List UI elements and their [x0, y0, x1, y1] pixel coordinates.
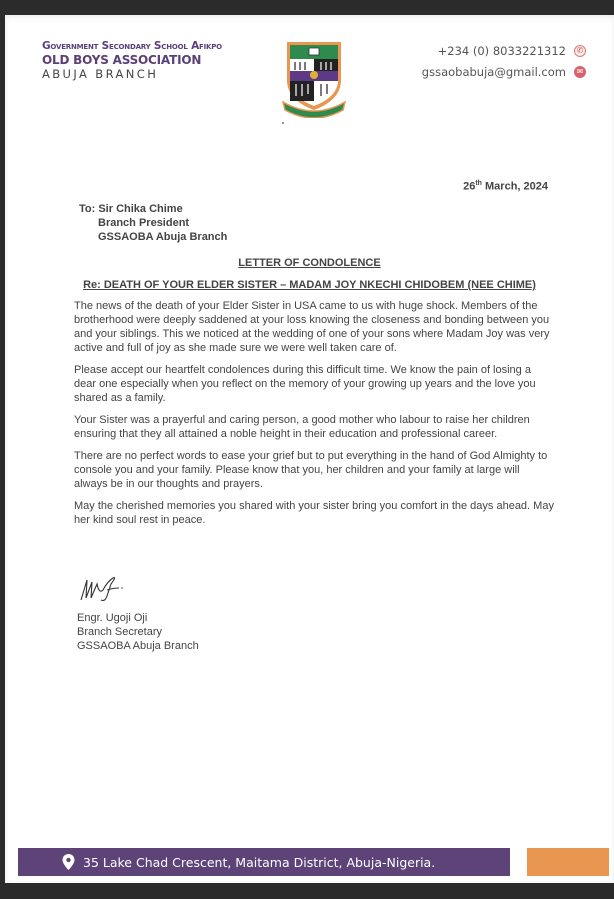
recipient-title: Branch President — [98, 217, 190, 229]
contact-info — [422, 40, 586, 82]
footer-accent-block — [527, 848, 609, 876]
letter-date — [463, 180, 548, 193]
stray-dot — [282, 122, 284, 124]
email-address: gssaobabuja@gmail.com — [421, 64, 566, 79]
recipient-block — [79, 202, 227, 244]
phone-row — [422, 40, 586, 61]
email-icon: ✉ — [574, 66, 586, 78]
footer-address: 35 Lake Chad Crescent, Maitama District, Abuja-Nigeria. — [83, 854, 436, 870]
phone-icon: ✆ — [574, 45, 586, 57]
letter-title: LETTER OF CONDOLENCE — [238, 257, 381, 269]
paragraph: The news of the death of your Elder Sister in USA came to us with huge shock. Members of the brotherhood were deeply saddened at your loss knowing the closeness and bonding between you and your siblings. This we noticed at the wedding of one of your sons where Madam Joy was very active and full of joy as she made sure we were well taken care of. — [74, 300, 550, 354]
recipient-name: To: Sir Chika Chime — [79, 203, 183, 215]
paragraph: Please accept our heartfelt condolences during this difficult time. We know the pain of losing a dear one especially when you reflect on the memory of your growing up years and the love you shared as a family. — [74, 364, 536, 404]
school-crest-logo — [281, 38, 347, 118]
letter-subject: Re: DEATH OF YOUR ELDER SISTER – MADAM JOY NKECHI CHIDOBEM (NEE CHIME) — [83, 279, 536, 291]
signer-block — [77, 611, 199, 653]
paragraph: There are no perfect words to ease your grief but to put everything in the hand of God Almighty to console you and your family. Please know that you, her children and your family at large will always be in our thoughts and prayers. — [74, 450, 548, 490]
date-rest: March, 2024 — [481, 180, 548, 193]
date-day: 26 — [463, 180, 476, 193]
footer-address-bar — [18, 848, 510, 876]
location-pin-icon — [62, 854, 75, 870]
phone-number: +234 (0) 8033221312 — [437, 43, 566, 58]
signer-org: GSSAOBA Abuja Branch — [77, 640, 199, 652]
branch-name: ABUJA BRANCH — [42, 67, 159, 81]
signer-title: Branch Secretary — [77, 626, 162, 638]
paragraph: Your Sister was a prayerful and caring person, a good mother who labour to raise her children ensuring that they all attained a noble height in their education and professional career. — [74, 414, 530, 440]
signer-name: Engr. Ugoji Oji — [77, 612, 148, 624]
letter-body — [74, 299, 554, 535]
school-name: Government Secondary School Afikpo — [42, 40, 222, 52]
letter-page — [5, 15, 614, 883]
email-row — [422, 61, 586, 82]
letterhead-title — [42, 40, 222, 81]
date-suffix: th — [475, 180, 482, 187]
paragraph: May the cherished memories you shared with your sister bring you comfort in the days ahead. May her kind soul rest in peace. — [74, 500, 554, 526]
association-name: OLD BOYS ASSOCIATION — [42, 53, 202, 67]
signature — [77, 572, 127, 604]
recipient-org: GSSAOBA Abuja Branch — [98, 231, 228, 243]
